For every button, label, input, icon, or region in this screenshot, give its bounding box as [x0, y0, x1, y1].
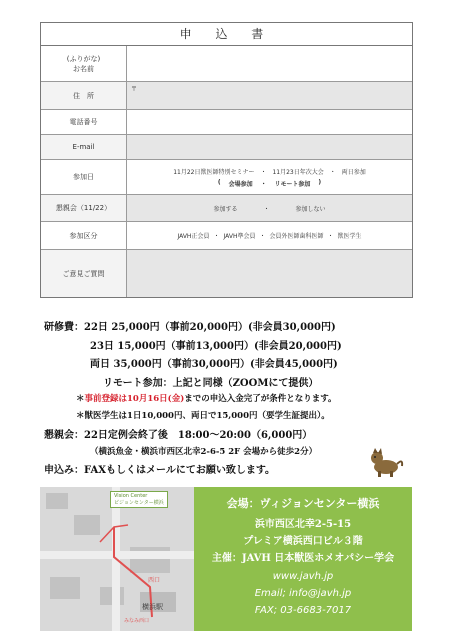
note-deadline-text: までの申込入金完了が条件となります。 [184, 394, 337, 404]
address-label: 住 所 [41, 82, 127, 109]
separator: ・ [263, 205, 270, 213]
option-regular-member[interactable]: JAVH正会員 [177, 233, 210, 240]
email-label: E-mail [41, 135, 127, 159]
map-graphic [40, 487, 194, 631]
comments-row [41, 250, 412, 297]
west-exit-label: 西口 [148, 577, 161, 584]
separator: ・ [259, 233, 266, 240]
category-field[interactable] [127, 222, 412, 249]
fee-line-1: 研修費：22日 25,000円（事前20,000円）(非会員30,000円) [44, 322, 336, 333]
name-label: お名前 [73, 64, 94, 73]
comments-field[interactable] [127, 250, 412, 297]
venue-name: 会場：ヴィジョンセンター横浜 [226, 497, 380, 510]
phone-field[interactable] [127, 110, 412, 134]
name-field[interactable] [127, 46, 412, 81]
fax-number: FAX; 03-6683-7017 [254, 605, 352, 616]
separator: ・ [260, 168, 267, 176]
address-field[interactable] [127, 82, 412, 109]
access-map [40, 487, 194, 631]
application-form [40, 22, 413, 298]
furigana-label: (ふりがな) [66, 54, 101, 63]
attendance-row [41, 160, 412, 195]
mita-label: みなみ西口 [124, 618, 150, 624]
email-link[interactable]: Email; info@javh.jp [254, 588, 352, 599]
category-row [41, 222, 412, 250]
address-row [41, 82, 412, 110]
party-options [127, 204, 412, 213]
category-options [127, 231, 412, 240]
party-label: 懇親会（11/22） [41, 195, 127, 221]
station-label: 横浜駅 [142, 603, 163, 611]
option-nov22-seminar[interactable]: 11月22日獣医師特別セミナー [173, 168, 255, 176]
separator: ・ [260, 180, 267, 188]
option-venue[interactable]: 会場参加 [228, 180, 253, 188]
venue-address-2: プレミア横浜西口ビル３階 [243, 536, 363, 547]
party-line: 懇親会：22日定例会終了後 18:00～20:00（6,000円） [44, 430, 313, 441]
form-title: 申 込 書 [41, 23, 412, 46]
phone-label: 電話番号 [41, 110, 127, 134]
vision-center-callout [110, 491, 168, 508]
attendance-field[interactable] [127, 160, 412, 194]
fee-line-2: 23日 15,000円（事前13,000円）(非会員20,000円) [90, 341, 342, 352]
separator: ・ [329, 168, 336, 176]
phone-row [41, 110, 412, 135]
separator: ・ [327, 233, 334, 240]
paren-close: ) [318, 178, 322, 186]
venue-panel [194, 487, 412, 631]
vision-center-label: Vision Center [114, 493, 148, 499]
asterisk: ＊ [76, 394, 85, 404]
option-not-attend[interactable]: 参加しない [295, 205, 326, 213]
comments-label: ご意見ご質問 [41, 250, 127, 297]
option-both-days[interactable]: 両日参加 [341, 168, 366, 176]
option-associate-member[interactable]: JAVH準会員 [223, 233, 256, 240]
party-field[interactable] [127, 195, 412, 221]
attendance-options [127, 167, 412, 176]
apply-line: 申込み：FAXもしくはメールにてお願い致します。 [44, 465, 276, 476]
host-organization: 主催：JAVH 日本獣医ホメオパシー学会 [211, 553, 395, 564]
party-venue: （横浜魚金・横浜市西区北幸2-6-5 2F 会場から徒歩2分） [90, 447, 318, 457]
fee-line-3: 両日 35,000円（事前30,000円）(非会員45,000円) [90, 359, 338, 370]
option-remote[interactable]: リモート参加 [274, 180, 311, 188]
option-vet-student[interactable]: 獣医学生 [337, 233, 362, 240]
name-row [41, 46, 412, 82]
note-deadline [76, 392, 337, 404]
option-nov23-annual[interactable]: 11月23日年次大会 [272, 168, 324, 176]
paren-open: ( [217, 178, 221, 186]
name-label-cell [41, 46, 127, 81]
dog-illustration [366, 446, 406, 478]
venue-address-1: 浜市西区北幸2-5-15 [254, 519, 352, 530]
option-non-member-doctor[interactable]: 会員外医師歯科医師 [269, 233, 324, 240]
deadline-highlight: 事前登録は10月16日(金) [84, 394, 185, 404]
email-field[interactable] [127, 135, 412, 159]
party-row [41, 195, 412, 222]
attendance-label: 参加日 [41, 160, 127, 194]
category-label: 参加区分 [41, 222, 127, 249]
website-link[interactable]: www.javh.jp [272, 571, 334, 582]
email-row [41, 135, 412, 160]
remote-line: リモート参加：上記と同様（ZOOMにて提供） [103, 378, 319, 389]
option-attend[interactable]: 参加する [213, 205, 238, 213]
separator: ・ [213, 233, 220, 240]
note-student: ＊獣医学生は1日10,000円、両日で15,000円（要学生証提出）。 [76, 411, 330, 421]
attendance-mode [127, 179, 412, 188]
postal-mark: 〒 [131, 86, 138, 93]
vision-center-sub: ビジョンセンター横浜 [114, 500, 164, 506]
